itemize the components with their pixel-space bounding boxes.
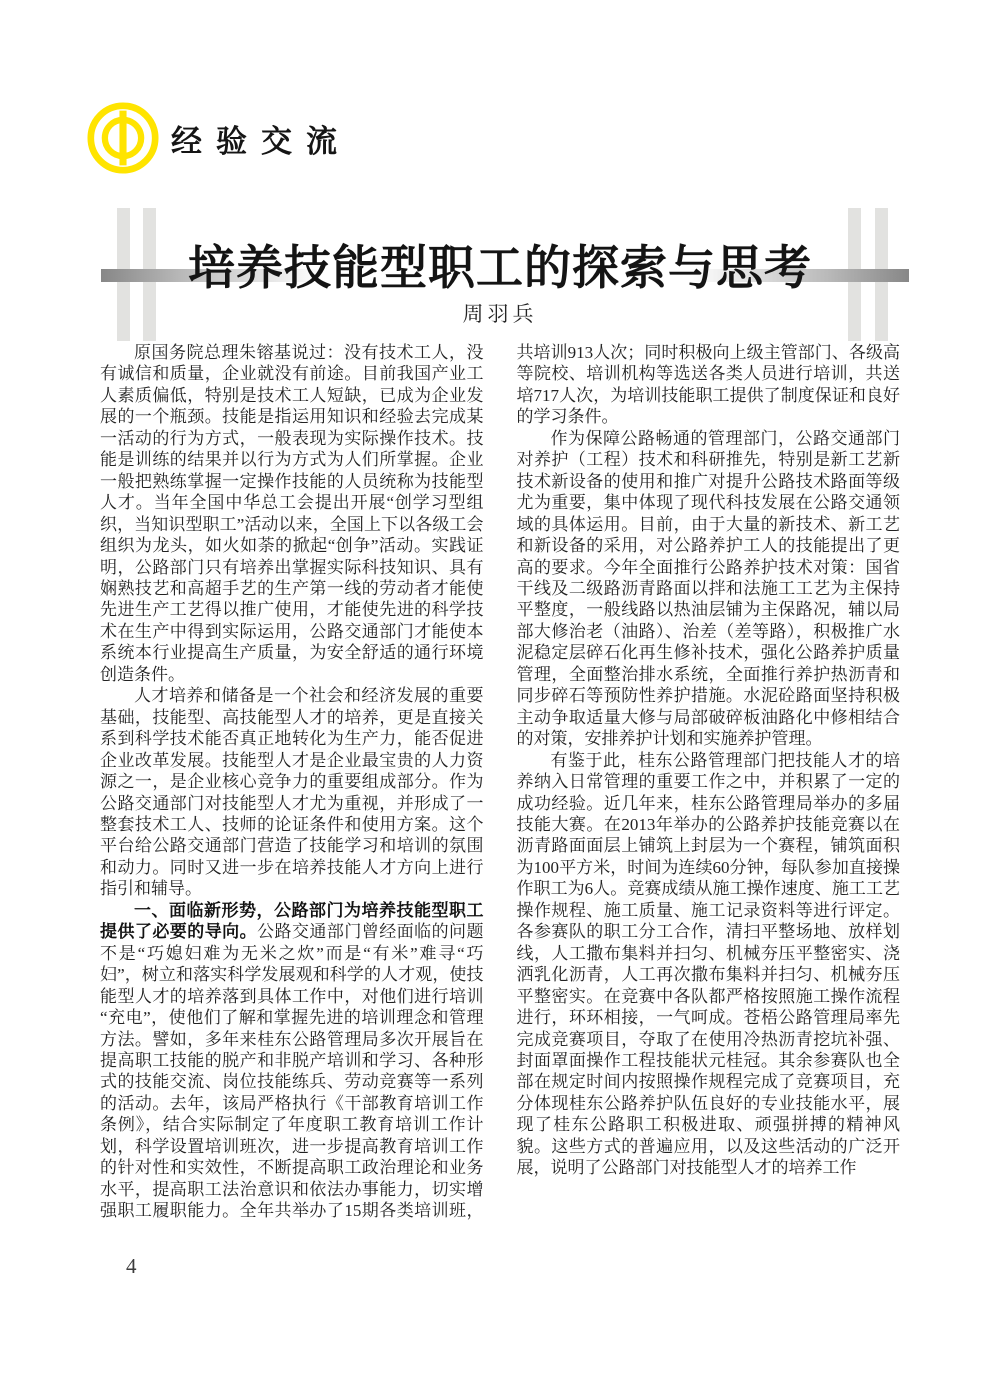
title-block	[0, 0, 1000, 340]
page-number: 4	[126, 1254, 137, 1278]
paragraph-text: 公路交通部门曾经面临的问题不是“巧媳妇难为无米之炊”而是“有米”难寻“巧妇”，树立和落实科学发展观和科学的人才观，使技能型人才的培养落到具体工作中，对他们进行培训“充电”，使他们了解和掌握先进的培训理念和管理方法。譬如，多年来桂东公路管理局多次开展旨在提高职工技能的脱产和非脱产培训和学习、各种形式的技能交流、岗位技能练兵、劳动竞赛等一系列的活动。去年，该局严格执行《干部教育培训工作条例》，结合实际制定了年度职工教育培训工作计划，科学设置培训班次，进一步提高教育培训工作的针对性和实效性，不断提高职工政治理论和业务水平，提高职工法治意识和依法办事能力，切实增强职工履职能力。全年共举办了15期各类培训班，共培训913人次；同时积极向上级主管部门、各级高等院校、培训机构等选送各类人员进行培训，共送培717人次，为培训技能职工提供了制度保证和良好的学习条件。	[100, 343, 900, 1221]
paragraph-lead: 一、面临新形势，公路部门为培养技能型职工提供了必要的导向。	[100, 900, 484, 942]
article-author: 周羽兵	[462, 302, 538, 326]
article-paragraph	[100, 342, 484, 685]
article-body	[100, 342, 900, 1222]
paragraph-text: 作为保障公路畅通的管理部门，公路交通部门对养护（工程）技术和科研推先，特别是新工艺新技术新设备的使用和推广对提升公路技术路面等级尤为重要，集中体现了现代科技发展在公路交通领域的具体运用。目前，由于大量的新技术、新工艺和新设备的采用，对公路养护工人的技能提出了更高的要求。今年全面推行公路养护技术对策：国省干线及二级路沥青路面以拌和法施工工艺为主保持平整度，一般线路以热油层铺为主保路况，辅以局部大修治老（油路）、治差（差等路），积极推广水泥稳定层碎石化再生修补技术，强化公路养护质量管理，全面整治排水系统，全面推行养护热沥青和同步碎石等预防性养护措施。水泥砼路面坚持积极主动争取适量大修与局部破碎板油路化中修相结合的对策，安排养护计划和实施养护管理。	[516, 428, 900, 749]
paragraph-text: 原国务院总理朱镕基说过：没有技术工人，没有诚信和质量，企业就没有前途。目前我国产业工人素质偏低，特别是技术工人短缺，已成为企业发展的一个瓶颈。技能是指运用知识和经验去完成某一活动的行为方式，一般表现为实际操作技术。技能是训练的结果并以行为方式为人们所掌握。企业一般把熟练掌握一定操作技能的人员统称为技能型人才。当年全国中华总工会提出开展“创学习型组织，当知识型职工”活动以来，全国上下以各级工会组织为龙头，如火如荼的掀起“创争”活动。实践证明，公路部门只有培养出掌握实际科技知识、具有娴熟技艺和高超手艺的生产第一线的劳动者才能使先进生产工艺得以推广使用，才能使先进的科学技术在生产中得到实际运用，公路交通部门才能使本系统本行业提高生产质量，为安全舒适的通行环境创造条件。	[100, 343, 484, 684]
section-label: 经验交流	[171, 123, 351, 159]
article-paragraph	[517, 428, 901, 750]
article-title: 培养技能型职工的探索与思考	[188, 241, 812, 294]
article-paragraph	[100, 685, 484, 900]
paragraph-text: 有鉴于此，桂东公路管理部门把技能人才的培养纳入日常管理的重要工作之中，并积累了一定的成功经验。近几年来，桂东公路管理局举办的多届技能大赛。在2013年举办的公路养护技能竞赛以在沥青路面面层上铺筑上封层为一个赛程，铺筑面积为100平方米，时间为连续60分钟，每队参加直接操作职工为6人。竞赛成绩从施工操作速度、施工工艺操作规程、施工质量、施工记录资料等进行评定。各参赛队的职工分工合作，清扫平整场地、放样划线，人工撒布集料并扫匀、机械夯压平整密实、浇洒乳化沥青，人工再次撒布集料并扫匀、机械夯压平整密实。在竞赛中各队都严格按照施工操作流程进行，环环相接，一气呵成。苍梧公路管理局率先完成竞赛项目，夺取了在使用冷热沥青挖坑补强、封面罩面操作工程技能状元桂冠。其余参赛队也全部在规定时间内按照操作规程完成了竞赛项目，充分体现桂东公路养护队伍良好的专业技能水平，展现了桂东公路职工积极进取、顽强拼搏的精神风貌。这些方式的普遍应用，以及这些活动的广泛开展，说明了公路部门对技能型人才的培养工作	[516, 750, 900, 1178]
article-paragraph	[517, 750, 901, 1179]
paragraph-text: 人才培养和储备是一个社会和经济发展的重要基础，技能型、高技能型人才的培养，更是直接关系到科学技术能否真正地转化为生产力，能否促进企业改革发展。技能型人才是企业最宝贵的人力资源之一，是企业核心竞争力的重要组成部分。作为公路交通部门对技能型人才尤为重视，并形成了一整套技术工人、技师的论证条件和使用方案。这个平台给公路交通部门营造了技能学习和培训的氛围和动力。同时又进一步在培养技能人才方向上进行指引和辅导。	[100, 686, 484, 899]
